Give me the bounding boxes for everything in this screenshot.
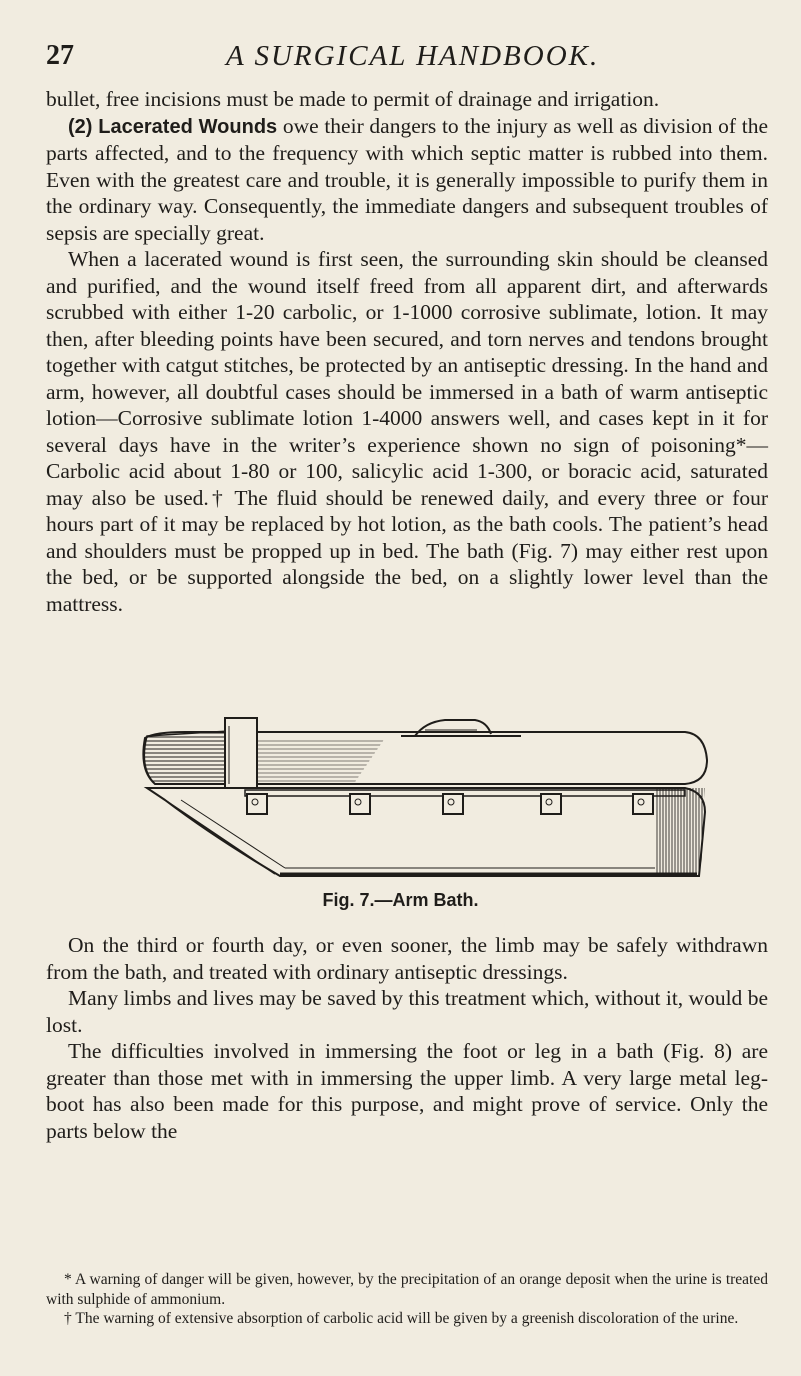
- body-text-upper: [46, 86, 768, 617]
- paragraph-continuation: bullet, free incisions must be made to permit of drainage and irrigation.: [46, 87, 660, 111]
- arm-bath-illustration: [125, 708, 715, 884]
- body-text-lower: [46, 932, 768, 1144]
- paragraph-limbs-saved: Many limbs and lives may be saved by this treatment which, without it, would be lost.: [46, 986, 768, 1037]
- paragraph-lacerated-wounds: [46, 113, 768, 247]
- paragraph-withdrawal: On the third or fourth day, or even sooner, the limb may be safely withdrawn from the bath, and treated with ordinary antiseptic dressings.: [46, 933, 768, 984]
- running-title: A SURGICAL HANDBOOK.: [226, 40, 600, 72]
- paragraph-foot-leg: The difficulties involved in immersing the foot or leg in a bath (Fig. 8) are greater than those met with in immersing the upper limb. A very large metal leg-boot has also been made for this purpose, and might prove of service. Only the parts below the: [46, 1039, 768, 1143]
- section-heading: (2) Lacerated Wounds: [68, 115, 278, 138]
- footnote-asterisk: * A warning of danger will be given, however, by the precipitation of an orange deposit when the urine is treated with sulphide of ammonium.: [46, 1271, 768, 1308]
- footnote-dagger: † The warning of extensive absorption of carbolic acid will be given by a greenish discoloration of the urine.: [64, 1310, 739, 1327]
- paragraph-treatment: When a lacerated wound is first seen, the surrounding skin should be cleansed and purified, and the wound itself freed from all apparent dirt, and afterwards scrubbed with either 1-20 carbolic, or 1-1000 corrosive sublimate, lotion. It may then, after bleeding points have been secured, and torn nerves and tendons brought together with catgut stitches, be protected by an antiseptic dressing. In the hand and arm, however, all doubtful cases should be immersed in a bath of warm antiseptic lotion—Corrosive sublimate lotion 1-4000 answers well, and cases kept in it for several days have in the writer’s experience shown no sign of poisoning*—Carbolic acid about 1-80 or 100, salicylic acid 1-300, or boracic acid, saturated may also be used.† The fluid should be renewed daily, and every three or four hours part of it may be replaced by hot lotion, as the bath cools. The patient’s head and shoulders must be propped up in bed. The bath (Fig. 7) may either rest upon the bed, or be supported alongside the bed, on a slightly lower level than the mattress.: [46, 247, 768, 616]
- page-header: [0, 40, 801, 80]
- paragraph-text: owe their dangers to the injury as well as division of the parts affected, and to the frequency with which septic matter is rubbed into them. Even with the greatest care and trouble, it is generally impossible to purify them in the ordinary way. Consequently, the immediate dangers and subsequent troubles of sepsis are specially great.: [46, 113, 768, 245]
- page-number: 27: [46, 40, 74, 71]
- footnotes: [46, 1270, 768, 1329]
- figure-caption: Fig. 7.—Arm Bath.: [322, 890, 479, 910]
